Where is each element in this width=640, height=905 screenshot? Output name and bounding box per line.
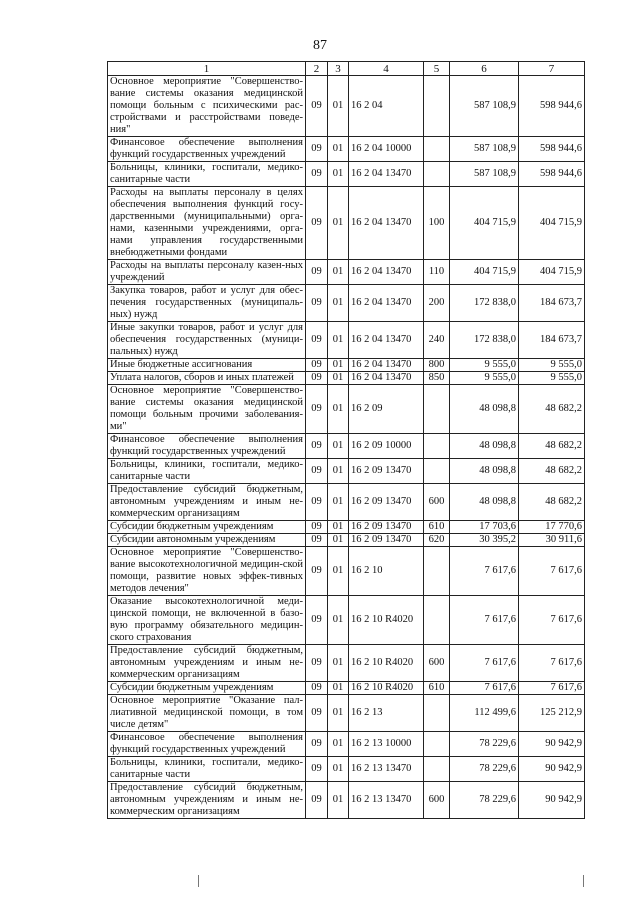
row-target-article-cell: 16 2 13	[349, 695, 424, 732]
table-row	[108, 187, 585, 260]
row-section-cell: 09	[306, 162, 328, 187]
row-amount-year1-cell: 7 617,6	[450, 682, 519, 695]
row-target-article-cell: 16 2 09	[349, 385, 424, 434]
row-section-cell: 09	[306, 732, 328, 757]
row-expense-type-cell	[424, 162, 450, 187]
row-amount-year2-cell: 48 682,2	[519, 459, 585, 484]
row-section-cell: 09	[306, 547, 328, 596]
row-subsection-cell: 01	[328, 137, 349, 162]
row-target-article-cell: 16 2 04 13470	[349, 359, 424, 372]
row-expense-type-cell	[424, 76, 450, 137]
row-subsection-cell: 01	[328, 645, 349, 682]
table-row	[108, 137, 585, 162]
row-amount-year1-cell: 78 229,6	[450, 757, 519, 782]
row-amount-year2-cell: 404 715,9	[519, 187, 585, 260]
row-amount-year1-cell: 48 098,8	[450, 385, 519, 434]
row-name-cell: Предоставление субсидий бюджетным, автономным учреждениям и иным не-коммерческим организациям	[108, 484, 306, 521]
table-row	[108, 547, 585, 596]
header-col-6: 6	[450, 62, 519, 76]
row-amount-year2-cell: 48 682,2	[519, 434, 585, 459]
row-subsection-cell: 01	[328, 359, 349, 372]
row-name-cell: Субсидии бюджетным учреждениям	[108, 682, 306, 695]
scan-mark-left	[198, 875, 199, 887]
row-section-cell: 09	[306, 434, 328, 459]
row-section-cell: 09	[306, 521, 328, 534]
row-amount-year1-cell: 172 838,0	[450, 322, 519, 359]
row-amount-year1-cell: 7 617,6	[450, 645, 519, 682]
table-row	[108, 645, 585, 682]
table-row	[108, 162, 585, 187]
row-amount-year2-cell: 17 770,6	[519, 521, 585, 534]
row-name-cell: Финансовое обеспечение выполнения функций государственных учреждений	[108, 732, 306, 757]
row-section-cell: 09	[306, 385, 328, 434]
row-name-cell: Оказание высокотехнологичной меди-цинской помощи, не включенной в базо-вую программу обязательного медицин-ского страхования	[108, 596, 306, 645]
row-target-article-cell: 16 2 04 13470	[349, 322, 424, 359]
row-section-cell: 09	[306, 285, 328, 322]
row-amount-year2-cell: 90 942,9	[519, 732, 585, 757]
header-col-2: 2	[306, 62, 328, 76]
row-expense-type-cell: 600	[424, 645, 450, 682]
row-subsection-cell: 01	[328, 757, 349, 782]
row-expense-type-cell: 200	[424, 285, 450, 322]
table-row	[108, 484, 585, 521]
row-amount-year2-cell: 598 944,6	[519, 76, 585, 137]
row-name-cell: Субсидии бюджетным учреждениям	[108, 521, 306, 534]
row-section-cell: 09	[306, 757, 328, 782]
scan-mark-right	[583, 875, 584, 887]
table-row	[108, 682, 585, 695]
row-amount-year2-cell: 7 617,6	[519, 596, 585, 645]
row-amount-year1-cell: 17 703,6	[450, 521, 519, 534]
header-col-5: 5	[424, 62, 450, 76]
row-target-article-cell: 16 2 04 13470	[349, 285, 424, 322]
row-amount-year1-cell: 7 617,6	[450, 596, 519, 645]
row-amount-year2-cell: 7 617,6	[519, 645, 585, 682]
row-name-cell: Расходы на выплаты персоналу казен-ных учреждений	[108, 260, 306, 285]
row-subsection-cell: 01	[328, 285, 349, 322]
row-name-cell: Расходы на выплаты персоналу в целях обеспечения выполнения функций госу-дарственными (муниципальными) орга-нами, казенными учреждениями, орга-нами управления государственными внебюджетными фондами	[108, 187, 306, 260]
row-expense-type-cell	[424, 547, 450, 596]
table-row	[108, 76, 585, 137]
row-amount-year2-cell: 9 555,0	[519, 372, 585, 385]
row-subsection-cell: 01	[328, 534, 349, 547]
row-amount-year1-cell: 587 108,9	[450, 162, 519, 187]
row-name-cell: Основное мероприятие "Совершенство-вание высокотехнологичной медицин-ской помощи, развитие новых эффек-тивных методов лечения"	[108, 547, 306, 596]
row-target-article-cell: 16 2 10 R4020	[349, 682, 424, 695]
row-expense-type-cell	[424, 732, 450, 757]
row-target-article-cell: 16 2 04 13470	[349, 162, 424, 187]
row-amount-year1-cell: 78 229,6	[450, 732, 519, 757]
row-subsection-cell: 01	[328, 434, 349, 459]
row-target-article-cell: 16 2 13 13470	[349, 782, 424, 819]
row-expense-type-cell	[424, 137, 450, 162]
row-amount-year1-cell: 404 715,9	[450, 260, 519, 285]
table-row	[108, 385, 585, 434]
row-section-cell: 09	[306, 596, 328, 645]
row-amount-year1-cell: 9 555,0	[450, 359, 519, 372]
row-name-cell: Предоставление субсидий бюджетным, автономным учреждениям и иным не-коммерческим организациям	[108, 782, 306, 819]
row-section-cell: 09	[306, 359, 328, 372]
row-expense-type-cell	[424, 385, 450, 434]
row-name-cell: Уплата налогов, сборов и иных платежей	[108, 372, 306, 385]
row-amount-year2-cell: 404 715,9	[519, 260, 585, 285]
row-amount-year1-cell: 112 499,6	[450, 695, 519, 732]
row-amount-year1-cell: 7 617,6	[450, 547, 519, 596]
row-subsection-cell: 01	[328, 459, 349, 484]
row-subsection-cell: 01	[328, 596, 349, 645]
row-target-article-cell: 16 2 09 13470	[349, 459, 424, 484]
row-name-cell: Иные бюджетные ассигнования	[108, 359, 306, 372]
row-subsection-cell: 01	[328, 732, 349, 757]
row-name-cell: Предоставление субсидий бюджетным, автономным учреждениям и иным не-коммерческим организациям	[108, 645, 306, 682]
row-expense-type-cell: 620	[424, 534, 450, 547]
row-expense-type-cell: 600	[424, 484, 450, 521]
row-target-article-cell: 16 2 04 10000	[349, 137, 424, 162]
row-name-cell: Закупка товаров, работ и услуг для обес-печения государственных (муниципаль-ных) нужд	[108, 285, 306, 322]
row-target-article-cell: 16 2 09 13470	[349, 534, 424, 547]
row-amount-year2-cell: 9 555,0	[519, 359, 585, 372]
row-amount-year2-cell: 598 944,6	[519, 137, 585, 162]
table-row	[108, 732, 585, 757]
row-section-cell: 09	[306, 645, 328, 682]
row-section-cell: 09	[306, 372, 328, 385]
row-expense-type-cell: 100	[424, 187, 450, 260]
row-expense-type-cell	[424, 695, 450, 732]
row-section-cell: 09	[306, 782, 328, 819]
row-name-cell: Иные закупки товаров, работ и услуг для обеспечения государственных (муници-пальных) нужд	[108, 322, 306, 359]
header-col-1: 1	[108, 62, 306, 76]
row-name-cell: Больницы, клиники, госпитали, медико-санитарные части	[108, 757, 306, 782]
row-expense-type-cell: 850	[424, 372, 450, 385]
header-col-3: 3	[328, 62, 349, 76]
row-section-cell: 09	[306, 322, 328, 359]
table-row	[108, 757, 585, 782]
row-target-article-cell: 16 2 10 R4020	[349, 596, 424, 645]
row-amount-year2-cell: 184 673,7	[519, 285, 585, 322]
row-section-cell: 09	[306, 459, 328, 484]
header-col-4: 4	[349, 62, 424, 76]
row-target-article-cell: 16 2 09 13470	[349, 484, 424, 521]
row-expense-type-cell: 240	[424, 322, 450, 359]
row-subsection-cell: 01	[328, 782, 349, 819]
row-name-cell: Больницы, клиники, госпитали, медико-санитарные части	[108, 162, 306, 187]
row-subsection-cell: 01	[328, 695, 349, 732]
row-target-article-cell: 16 2 13 10000	[349, 732, 424, 757]
row-amount-year1-cell: 587 108,9	[450, 137, 519, 162]
row-name-cell: Финансовое обеспечение выполнения функций государственных учреждений	[108, 137, 306, 162]
table-row	[108, 534, 585, 547]
table-row	[108, 434, 585, 459]
row-expense-type-cell	[424, 757, 450, 782]
row-amount-year2-cell: 48 682,2	[519, 385, 585, 434]
row-amount-year1-cell: 172 838,0	[450, 285, 519, 322]
row-amount-year1-cell: 48 098,8	[450, 434, 519, 459]
row-subsection-cell: 01	[328, 682, 349, 695]
row-subsection-cell: 01	[328, 385, 349, 434]
row-amount-year1-cell: 9 555,0	[450, 372, 519, 385]
row-expense-type-cell	[424, 434, 450, 459]
table-header-row	[108, 62, 585, 76]
row-target-article-cell: 16 2 04 13470	[349, 372, 424, 385]
row-name-cell: Основное мероприятие "Совершенство-вание системы оказания медицинской помощи больным прочими заболевания-ми"	[108, 385, 306, 434]
row-section-cell: 09	[306, 76, 328, 137]
row-section-cell: 09	[306, 682, 328, 695]
table-row	[108, 260, 585, 285]
row-name-cell: Основное мероприятие "Оказание пал-лиативной медицинской помощи, в том числе детям"	[108, 695, 306, 732]
row-subsection-cell: 01	[328, 484, 349, 521]
row-expense-type-cell	[424, 596, 450, 645]
row-section-cell: 09	[306, 534, 328, 547]
row-amount-year2-cell: 30 911,6	[519, 534, 585, 547]
row-target-article-cell: 16 2 04 13470	[349, 260, 424, 285]
table-row	[108, 322, 585, 359]
row-target-article-cell: 16 2 13 13470	[349, 757, 424, 782]
row-target-article-cell: 16 2 04 13470	[349, 187, 424, 260]
row-amount-year1-cell: 78 229,6	[450, 782, 519, 819]
row-expense-type-cell	[424, 459, 450, 484]
row-section-cell: 09	[306, 187, 328, 260]
row-section-cell: 09	[306, 260, 328, 285]
table-row	[108, 521, 585, 534]
table-row	[108, 459, 585, 484]
row-target-article-cell: 16 2 10 R4020	[349, 645, 424, 682]
row-amount-year1-cell: 48 098,8	[450, 484, 519, 521]
row-expense-type-cell: 610	[424, 682, 450, 695]
row-subsection-cell: 01	[328, 322, 349, 359]
table-row	[108, 372, 585, 385]
row-amount-year1-cell: 48 098,8	[450, 459, 519, 484]
row-amount-year2-cell: 184 673,7	[519, 322, 585, 359]
row-name-cell: Субсидии автономным учреждениям	[108, 534, 306, 547]
row-name-cell: Основное мероприятие "Совершенство-вание системы оказания медицинской помощи больным с психическими рас-стройствами и расстройствами поведе-ния"	[108, 76, 306, 137]
row-subsection-cell: 01	[328, 547, 349, 596]
page-number: 87	[313, 38, 327, 53]
row-amount-year2-cell: 7 617,6	[519, 682, 585, 695]
row-section-cell: 09	[306, 695, 328, 732]
row-subsection-cell: 01	[328, 76, 349, 137]
table-row	[108, 695, 585, 732]
row-amount-year1-cell: 30 395,2	[450, 534, 519, 547]
row-section-cell: 09	[306, 137, 328, 162]
row-expense-type-cell: 600	[424, 782, 450, 819]
budget-table	[107, 61, 585, 819]
row-amount-year2-cell: 48 682,2	[519, 484, 585, 521]
table-row	[108, 285, 585, 322]
row-subsection-cell: 01	[328, 162, 349, 187]
row-amount-year1-cell: 404 715,9	[450, 187, 519, 260]
row-subsection-cell: 01	[328, 260, 349, 285]
row-subsection-cell: 01	[328, 187, 349, 260]
row-expense-type-cell: 110	[424, 260, 450, 285]
row-subsection-cell: 01	[328, 521, 349, 534]
row-amount-year2-cell: 90 942,9	[519, 782, 585, 819]
row-section-cell: 09	[306, 484, 328, 521]
table-row	[108, 782, 585, 819]
row-amount-year2-cell: 7 617,6	[519, 547, 585, 596]
row-expense-type-cell: 800	[424, 359, 450, 372]
row-name-cell: Финансовое обеспечение выполнения функций государственных учреждений	[108, 434, 306, 459]
row-target-article-cell: 16 2 10	[349, 547, 424, 596]
table-row	[108, 596, 585, 645]
row-subsection-cell: 01	[328, 372, 349, 385]
row-amount-year2-cell: 90 942,9	[519, 757, 585, 782]
table-row	[108, 359, 585, 372]
row-amount-year1-cell: 587 108,9	[450, 76, 519, 137]
row-target-article-cell: 16 2 04	[349, 76, 424, 137]
table-body	[108, 76, 585, 819]
row-amount-year2-cell: 125 212,9	[519, 695, 585, 732]
header-col-7: 7	[519, 62, 585, 76]
row-amount-year2-cell: 598 944,6	[519, 162, 585, 187]
row-target-article-cell: 16 2 09 13470	[349, 521, 424, 534]
row-target-article-cell: 16 2 09 10000	[349, 434, 424, 459]
row-expense-type-cell: 610	[424, 521, 450, 534]
row-name-cell: Больницы, клиники, госпитали, медико-санитарные части	[108, 459, 306, 484]
